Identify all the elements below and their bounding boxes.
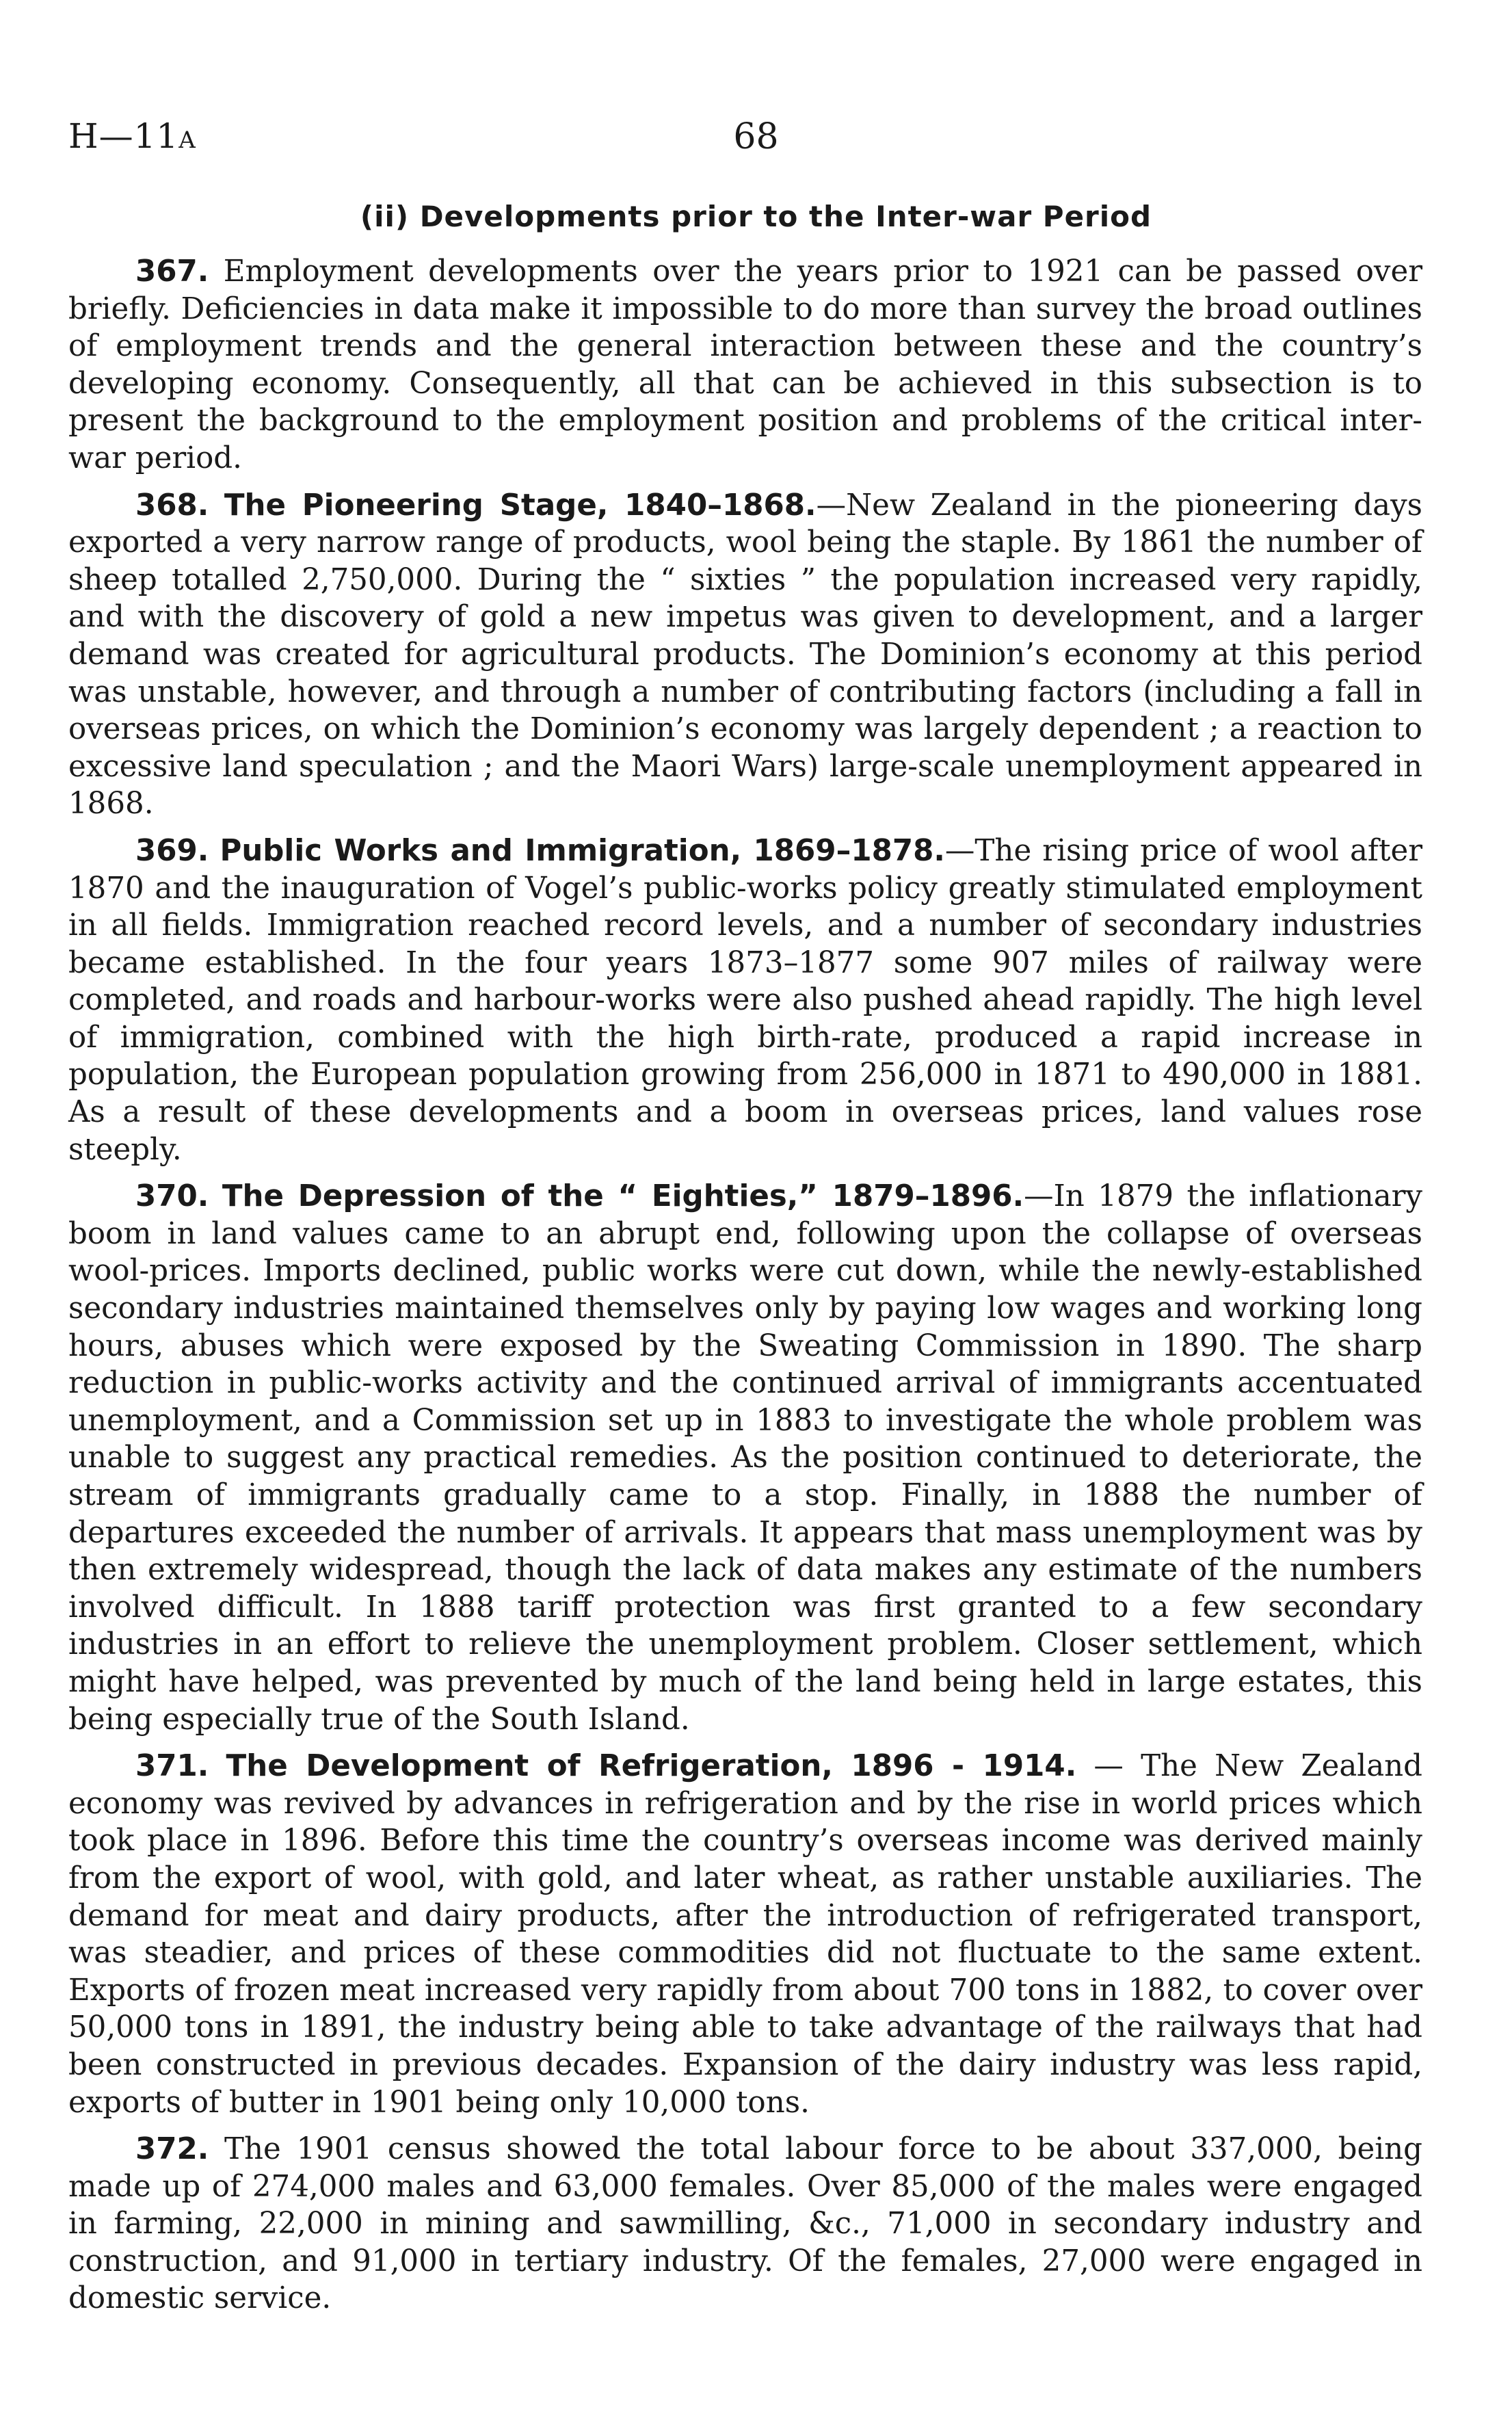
paragraph-heading: The Development of Refrigeration, 1896 - 1914. [226, 1749, 1077, 1784]
paragraph-number: 367. [135, 254, 209, 289]
page-number: 68 [733, 116, 779, 157]
paragraph-number: 372. [135, 2132, 209, 2167]
document-code-suffix: A [178, 127, 196, 154]
body-text [68, 253, 1422, 2327]
paragraph-text: The 1901 census showed the total labour force to be about 337,000, being made up of 274,000 males and 63,000 females. Over 85,000 of the males were engaged in farming, 22,000 in mining and sawmilling, &c., 71,000 in secondary industry and construction, and 91,000 in tertiary industry. Of the females, 27,000 were engaged in domestic service. [68, 2132, 1422, 2316]
paragraph-367 [68, 253, 1422, 477]
paragraph-text: —New Zealand in the pioneering days exported a very narrow range of products, wool being the staple. By 1861 the number of sheep totalled 2,750,000. During the “ sixties ” the population increased very rapidly, and with the discovery of gold a new impetus was given to development, and a larger demand was created for agricultural products. The Dominion’s economy at this period was unstable, however, and through a number of contributing factors (including a fall in overseas prices, on which the Dominion’s economy was largely dependent ; a reaction to excessive land speculation ; and the Maori Wars) large-scale unemployment appeared in 1868. [68, 488, 1423, 822]
paragraph-heading: The Depression of the “ Eighties,” 1879–1896. [222, 1179, 1024, 1214]
paragraph-text: — The New Zealand economy was revived by advances in refrigeration and by the rise in world prices which took place in 1896. Before this time the country’s overseas income was derived mainly from the export of wool, with gold, and later wheat, as rather unstable auxiliaries. The demand for meat and dairy products, after the introduction of refrigerated transport, was steadier, and prices of these commodities did not fluctuate to the same extent. Exports of frozen meat increased very rapidly from about 700 tons in 1882, to cover over 50,000 tons in 1891, the industry being able to take advantage of the railways that had been constructed in previous decades. Expansion of the dairy industry was less rapid, exports of butter in 1901 being only 10,000 tons. [68, 1749, 1422, 2120]
section-heading: (ii) Developments prior to the Inter-war Period [360, 200, 1152, 233]
running-header [68, 116, 1444, 171]
paragraph-text: —The rising price of wool after 1870 and the inauguration of Vogel’s public-works policy greatly stimulated employment in all fields. Immigration reached record levels, and a number of secondary industries became established. In the four years 1873–1877 some 907 miles of railway were completed, and roads and harbour-works were also pushed ahead rapidly. The high level of immigration, combined with the high birth-rate, produced a rapid increase in population, the European population growing from 256,000 in 1871 to 490,000 in 1881. As a result of these developments and a boom in overseas prices, land values rose steeply. [68, 833, 1422, 1167]
paragraph-368 [68, 487, 1422, 823]
paragraph-number: 368. [135, 488, 209, 523]
paragraph-370 [68, 1178, 1422, 1738]
paragraph-heading: Public Works and Immigration, 1869–1878. [220, 833, 945, 868]
paragraph-number: 369. [135, 833, 209, 868]
paragraph-number: 370. [135, 1179, 209, 1214]
paragraph-text: Employment developments over the years prior to 1921 can be passed over briefly. Deficiencies in data make it impossible to do more than survey the broad outlines of employment trends and the general interaction between these and the country’s developing economy. Consequently, all that can be achieved in this subsection is to present the background to the employment position and problems of the critical inter-war period. [68, 254, 1423, 475]
paragraph-371 [68, 1748, 1422, 2121]
paragraph-number: 371. [135, 1749, 209, 1784]
paragraph-372 [68, 2131, 1422, 2317]
paragraph-text: —In 1879 the inflationary boom in land values came to an abrupt end, following upon the collapse of overseas wool-prices. Imports declined, public works were cut down, while the newly-established secondary industries maintained themselves only by paying low wages and working long hours, abuses which were exposed by the Sweating Commission in 1890. The sharp reduction in public-works activity and the continued arrival of immigrants accentuated unemployment, and a Commission set up in 1883 to investigate the whole problem was unable to suggest any practical remedies. As the position continued to deteriorate, the stream of immigrants gradually came to a stop. Finally, in 1888 the number of departures exceeded the number of arrivals. It appears that mass unemployment was by then extremely widespread, though the lack of data makes any estimate of the numbers involved difficult. In 1888 tariff protection was first granted to a few secondary industries in an effort to relieve the unemployment problem. Closer settlement, which might have helped, was prevented by much of the land being held in large estates, this being especially true of the South Island. [68, 1179, 1423, 1737]
document-code-main: H—11 [68, 116, 179, 156]
paragraph-369 [68, 832, 1422, 1168]
paragraph-heading: The Pioneering Stage, 1840–1868. [224, 488, 817, 523]
